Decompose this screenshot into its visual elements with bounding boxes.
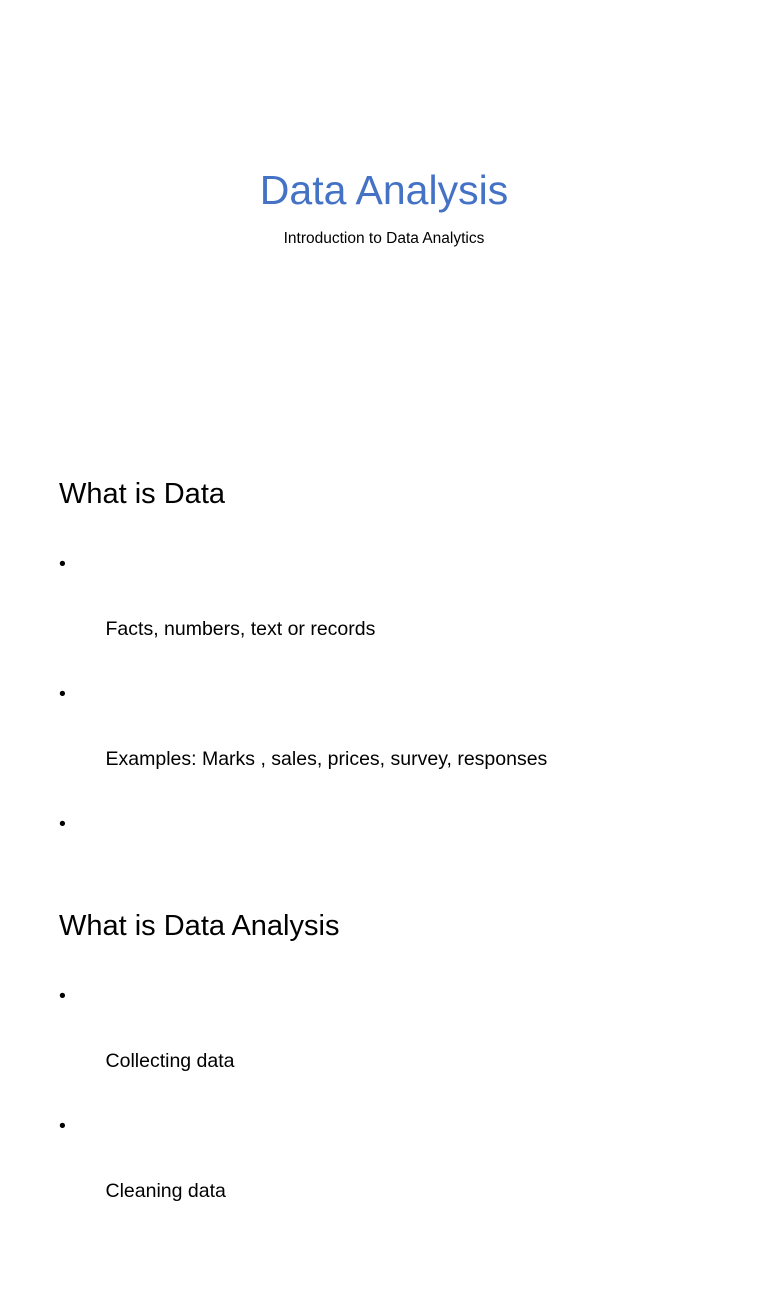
slide-what-is-data-analysis	[0, 864, 768, 1296]
bullet-text: Facts, numbers, text or records	[105, 618, 376, 640]
bullet-icon: •	[59, 813, 66, 835]
bullet-item	[59, 980, 235, 1110]
bullet-list	[59, 980, 235, 1240]
bullet-text: Examples: Marks , sales, prices, survey, responses	[105, 748, 548, 770]
slide-heading: What is Data	[59, 478, 225, 510]
bullet-item	[59, 548, 547, 678]
slide-heading: What is Data Analysis	[59, 910, 340, 942]
bullet-icon: •	[59, 1115, 66, 1137]
bullet-icon: •	[59, 985, 66, 1007]
bullet-icon: •	[59, 553, 66, 575]
presentation-subtitle: Introduction to Data Analytics	[283, 230, 485, 247]
presentation-title: Data Analysis	[259, 167, 509, 213]
bullet-text: Cleaning data	[105, 1180, 226, 1202]
bullet-text: Collecting data	[105, 1050, 235, 1072]
title-slide	[0, 0, 768, 432]
slide-what-is-data	[0, 432, 768, 864]
bullet-item	[59, 1110, 235, 1240]
bullet-icon: •	[59, 683, 66, 705]
bullet-item	[59, 678, 547, 808]
